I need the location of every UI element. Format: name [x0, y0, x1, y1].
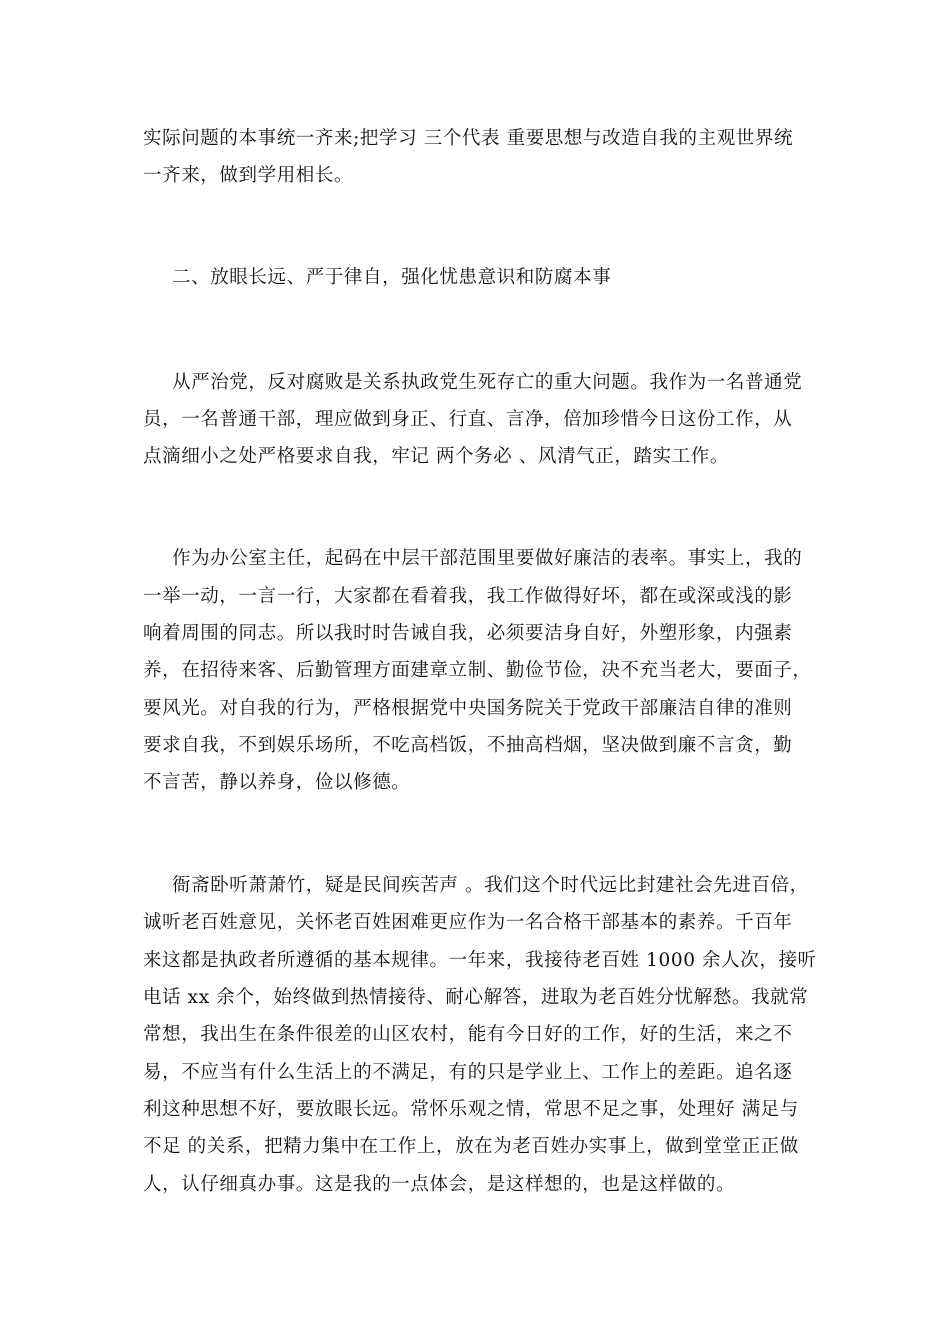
paragraph-2-line-2: 员，一名普通干部，理应做到身正、行直、言净，倍加珍惜今日这份工作，从: [143, 409, 793, 430]
paragraph-4-line-7: 利这种思想不好，要放眼长远。常怀乐观之情，常思不足之事，处理好 满足与: [143, 1099, 799, 1120]
paragraph-1-line-1: 实际问题的本事统一齐来;把学习 三个代表 重要思想与改造自我的主观世界统: [143, 128, 794, 149]
paragraph-2-line-3: 点滴细小之处严格要求自我，牢记 两个务必 、风清气正，踏实工作。: [143, 446, 729, 467]
paragraph-3-line-1: 作为办公室主任，起码在中层干部范围里要做好廉洁的表率。事实上，我的: [172, 548, 803, 569]
paragraph-1-line-2: 一齐来，做到学用相长。: [143, 165, 354, 186]
paragraph-4-line-6: 易，不应当有什么生活上的不满足，有的只是学业上、工作上的差距。追名逐: [143, 1062, 793, 1083]
paragraph-4-line-2: 诚听老百姓意见，关怀老百姓困难更应作为一名合格干部基本的素养。千百年: [143, 912, 793, 933]
section-heading: 二、放眼长远、严于律自，强化忧患意识和防腐本事: [172, 267, 612, 288]
paragraph-3-line-2: 一举一动，一言一行，大家都在看着我，我工作做得好坏，都在或深或浅的影: [143, 586, 793, 607]
paragraph-3-line-5: 要风光。对自我的行为，严格根据党中央国务院关于党政干部廉洁自律的准则: [143, 698, 793, 719]
paragraph-4-line-4: 电话 xx 余个，始终做到热情接待、耐心解答，进取为老百姓分忧解愁。我就常: [143, 987, 809, 1008]
paragraph-3-line-4: 养，在招待来客、后勤管理方面建章立制、勤俭节俭，决不充当老大，要面子，: [143, 660, 812, 681]
paragraph-4-line-3: 来这都是执政者所遵循的基本规律。一年来，我接待老百姓 1000 余人次，接听: [143, 950, 817, 971]
paragraph-3-line-6: 要求自我，不到娱乐场所，不吃高档饭，不抽高档烟，坚决做到廉不言贪，勤: [143, 735, 793, 756]
paragraph-4-line-9: 人，认仔细真办事。这是我的一点体会，是这样想的，也是这样做的。: [143, 1174, 736, 1195]
paragraph-4-line-1: 衙斋卧听萧萧竹，疑是民间疾苦声 。我们这个时代远比封建社会先进百倍，: [172, 875, 809, 896]
paragraph-3-line-7: 不言苦，静以养身，俭以修德。: [143, 772, 411, 793]
paragraph-3-line-3: 响着周围的同志。所以我时时告诫自我，必须要洁身自好，外塑形象，内强素: [143, 623, 793, 644]
paragraph-4-line-5: 常想，我出生在条件很差的山区农村，能有今日好的工作，好的生活，来之不: [143, 1024, 793, 1045]
paragraph-4-line-8: 不足 的关系，把精力集中在工作上，放在为老百姓办实事上，做到堂堂正正做: [143, 1136, 799, 1157]
paragraph-2-line-1: 从严治党，反对腐败是关系执政党生死存亡的重大问题。我作为一名普通党: [172, 372, 803, 393]
